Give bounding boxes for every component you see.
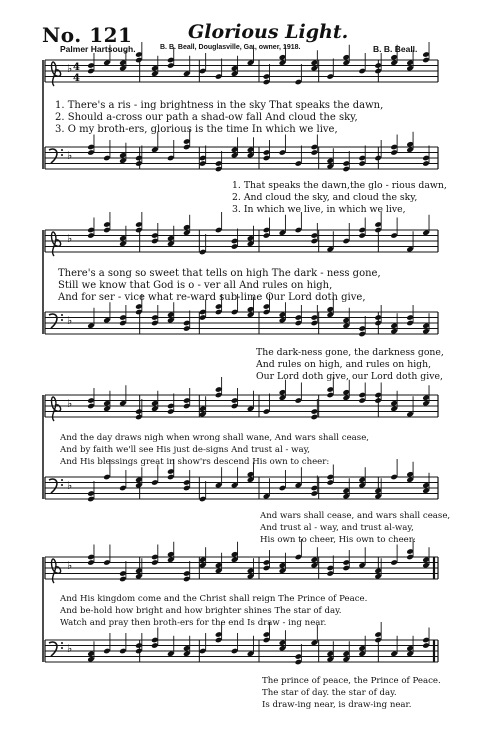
bass-echo-line: The dark-ness gone, the darkness gone,	[256, 347, 444, 358]
flat-icon: ♭	[67, 642, 73, 655]
bass-echo-line: Is draw-ing near, is draw-ing near.	[262, 700, 412, 710]
bass-echo-line: His own to cheer, His own to cheer:	[260, 535, 416, 545]
bass-echo-line: And trust al - way, and trust al-way,	[260, 523, 414, 533]
bass-echo-line: 2. And cloud the sky, and cloud the sky,	[232, 192, 418, 203]
composer-credit: B. B. Beall.	[373, 44, 418, 54]
verse-line: 2. Should a-cross our path a shad-ow fall And cloud the sky,	[55, 112, 358, 123]
flat-icon: ♭	[67, 149, 73, 162]
verse-line: 1. There's a ris - ing brightness in the sky That speaks the dawn,	[55, 100, 384, 111]
hymn-title: Glorious Light.	[188, 21, 349, 43]
verse-line: Watch and pray then broth-ers for the end Is draw - ing near.	[60, 618, 327, 628]
bass-clef-dot	[61, 642, 63, 644]
flat-icon: ♭	[67, 232, 73, 245]
verse-line: Still we know that God is o - ver all And rules on high,	[58, 280, 333, 291]
bass-echo-line: The prince of peace, the Prince of Peace.	[262, 676, 441, 686]
copyright-notice: B. B. Beall, Douglasville, Ga., owner, 1918.	[160, 44, 301, 51]
flat-icon: ♭	[67, 397, 73, 410]
verse-line: And for ser - vice what re-ward sub-lime Our Lord doth give,	[58, 292, 366, 303]
bass-echo-line: The star of day. the star of day.	[262, 688, 397, 698]
bass-clef-dot	[61, 479, 63, 481]
flat-icon: ♭	[67, 479, 73, 492]
time-signature-bottom: 4	[73, 73, 80, 84]
bass-clef-dot	[61, 314, 63, 316]
bass-echo-line: 3. In which we live, in which we live,	[232, 204, 406, 215]
bass-clef-icon	[49, 314, 57, 328]
bass-clef-dot	[61, 484, 63, 486]
verse-line: 3. O my broth-ers, glorious is the time In which we live,	[55, 124, 338, 135]
flat-icon: ♭	[67, 314, 73, 327]
bass-clef-icon	[49, 479, 57, 493]
verse-line: And the day draws nigh when wrong shall wane, And wars shall cease,	[60, 433, 370, 443]
bass-clef-dot	[61, 319, 63, 321]
verse-line: There's a song so sweet that tells on high The dark - ness gone,	[58, 268, 381, 279]
verse-line: And be-hold how bright and how brighter shines The star of day.	[60, 606, 342, 616]
verse-line: And His blessings great in show'rs descend His own to cheer:	[60, 457, 330, 467]
verse-line: And by faith we'll see His just de-signs And trust al - way,	[60, 445, 311, 455]
bass-echo-line: Our Lord doth give, our Lord doth give,	[256, 371, 443, 382]
flat-icon: ♭	[67, 559, 73, 572]
bass-clef-dot	[61, 154, 63, 156]
time-signature-top: 4	[73, 62, 80, 73]
hymn-number: No. 121	[42, 23, 133, 47]
verse-line: And His kingdom come and the Christ shall reign The Prince of Peace.	[60, 594, 368, 604]
bass-clef-icon	[49, 642, 57, 656]
flat-icon: ♭	[67, 62, 73, 75]
bass-echo-line: And wars shall cease, and wars shall cease,	[260, 511, 451, 521]
bass-echo-line: 1. That speaks the dawn,the glo - rious dawn,	[232, 180, 447, 191]
lyricist-credit: Palmer Hartsough.	[60, 44, 136, 54]
bass-clef-dot	[61, 149, 63, 151]
bass-clef-icon	[49, 149, 57, 163]
bass-clef-dot	[61, 647, 63, 649]
bass-echo-line: And rules on high, and rules on high,	[256, 359, 432, 370]
